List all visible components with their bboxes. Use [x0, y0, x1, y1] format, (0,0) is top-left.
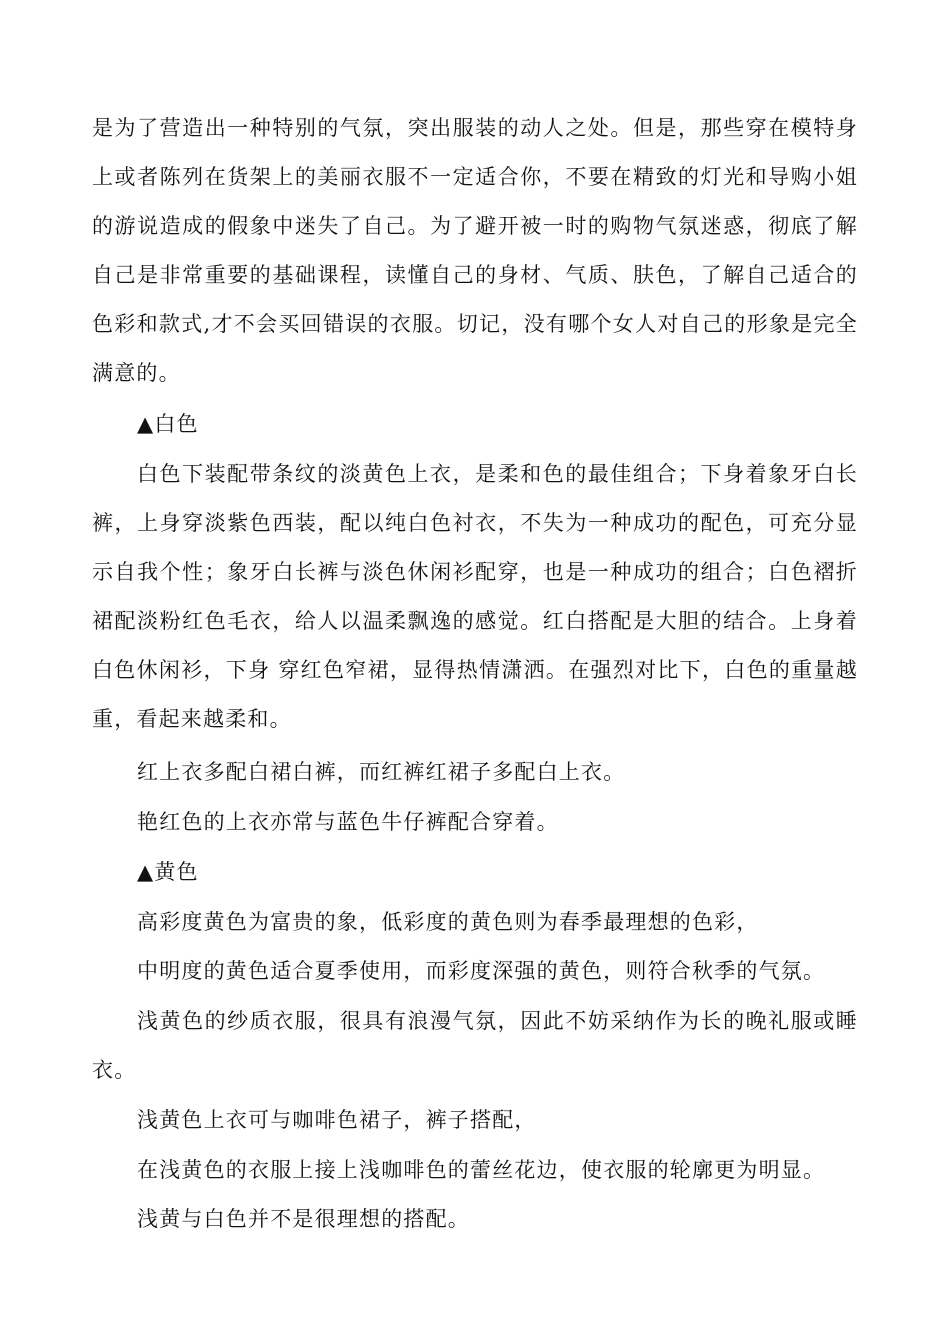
section-heading-yellow: ▲黄色 [137, 860, 199, 884]
yellow-line-2: 中明度的黄色适合夏季使用，而彩度深强的黄色，则符合秋季的气氛。 [137, 959, 826, 983]
yellow-paragraph-3: 浅黄色的纱质衣服，很具有浪漫气氛，因此不妨采纳作为长的晚礼服或睡衣。 [92, 1009, 858, 1082]
yellow-line-1: 高彩度黄色为富贵的象，低彩度的黄色则为春季最理想的色彩， [137, 910, 759, 934]
yellow-line-4: 浅黄色上衣可与咖啡色裙子，裤子搭配， [137, 1108, 537, 1132]
section-heading-white: ▲白色 [137, 412, 199, 436]
red-combination-line-1: 红上衣多配白裙白裤，而红裤红裙子多配白上衣。 [137, 760, 626, 784]
yellow-line-6: 浅黄与白色并不是很理想的搭配。 [137, 1207, 470, 1231]
intro-paragraph: 是为了营造出一种特别的气氛，突出服装的动人之处。但是，那些穿在模特身上或者陈列在货架上的美丽衣服不一定适合你，不要在精致的灯光和导购小姐的游说造成的假象中迷失了自己。为了避开被一时的购物气氛迷惑，彻底了解自己是非常重要的基础课程，读懂自己的身材、气质、肤色，了解自己适合的色彩和款式,才不会买回错误的衣服。切记，没有哪个女人对自己的形象是完全满意的。 [92, 116, 858, 385]
red-combination-line-2: 艳红色的上衣亦常与蓝色牛仔裤配合穿着。 [137, 810, 559, 834]
white-paragraph: 白色下装配带条纹的淡黄色上衣，是柔和色的最佳组合；下身着象牙白长裤，上身穿淡紫色西装，配以纯白色衬衣，不失为一种成功的配色，可充分显示自我个性；象牙白长裤与淡色休闲衫配穿，也是一种成功的组合；白色褶折裙配淡粉红色毛衣，给人以温柔飘逸的感觉。红白搭配是大胆的结合。上身着白色休闲衫，下身 穿红色窄裙，显得热情潇洒。在强烈对比下，白色的重量越重，看起来越柔和。 [92, 462, 858, 731]
yellow-line-5: 在浅黄色的衣服上接上浅咖啡色的蕾丝花边，使衣服的轮廓更为明显。 [137, 1158, 826, 1182]
